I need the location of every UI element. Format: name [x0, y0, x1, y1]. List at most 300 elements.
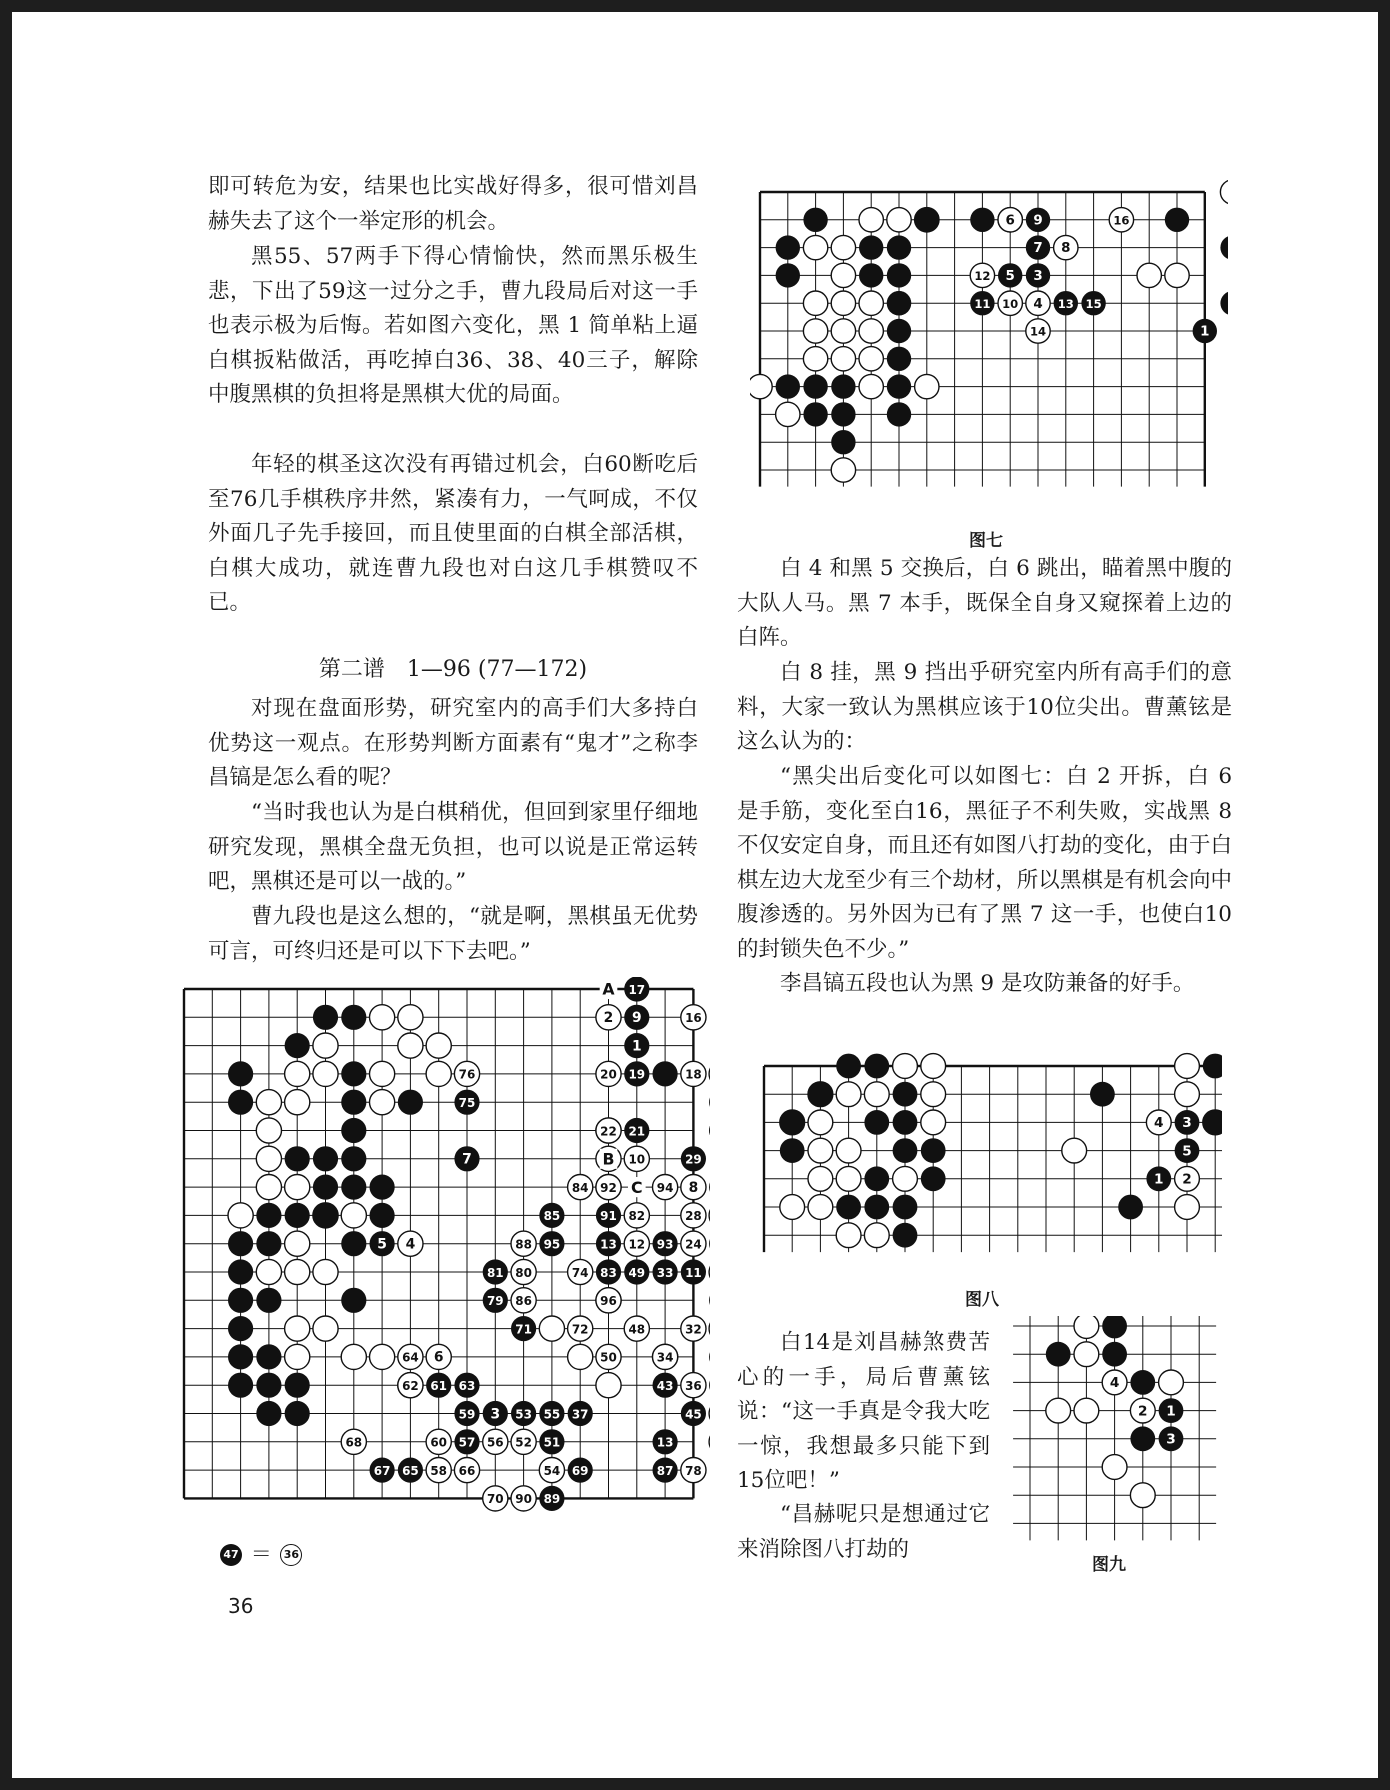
paragraph: 白 8 挂，黑 9 挡出乎研究室内所有高手们的意料，大家一致认为黑棋应该于10位尖出。曹薰铉是这么认为的： — [737, 660, 1232, 754]
move-number: 3 — [490, 1406, 501, 1423]
white-stone — [256, 1118, 281, 1143]
black-stone — [915, 208, 939, 232]
white-stone — [1074, 1316, 1099, 1338]
paragraph: 年轻的棋圣这次没有再错过机会，白60断吃后至76几手棋秩序井然，紧凑有力，一气呵成，不仅外面几子先手接回，而且使里面的白棋全部活棋，白棋大成功，就连曹九段也对白这几手棋赞叹不已。 — [208, 452, 698, 615]
paragraph: 即可转危为安，结果也比实战好得多，很可惜刘昌赫失去了这个一举定形的机会。 — [208, 174, 698, 234]
black-stone — [803, 374, 827, 398]
move-number: 76 — [458, 1067, 476, 1082]
black-stone — [1130, 1370, 1155, 1395]
white-stone — [776, 402, 800, 426]
black-stone — [370, 1203, 395, 1228]
black-stone — [859, 235, 883, 259]
move-number: 92 — [600, 1180, 617, 1195]
white-stone — [864, 1223, 889, 1248]
white-stone — [285, 1231, 310, 1256]
move-number: 96 — [600, 1294, 617, 1309]
move-number: 3 — [1033, 269, 1043, 285]
white-stone — [341, 1203, 366, 1228]
white-stone — [568, 1344, 593, 1369]
white-stone — [921, 1054, 946, 1079]
black-stone — [776, 374, 800, 398]
white-stone — [398, 1005, 423, 1030]
go-board-game-record — [170, 977, 710, 1542]
move-number: 2 — [1182, 1171, 1192, 1188]
move-number: 13 — [656, 1435, 674, 1450]
white-stone-label: 36 — [280, 1544, 302, 1566]
black-stone — [859, 263, 883, 287]
move-number: 66 — [458, 1463, 476, 1478]
white-stone — [285, 1316, 310, 1341]
board-letter: C — [631, 1177, 643, 1197]
white-stone — [859, 347, 883, 371]
move-number: 91 — [600, 1209, 617, 1224]
white-stone — [285, 1175, 310, 1200]
white-stone — [285, 1061, 310, 1086]
figure-caption-9: 图九 — [1092, 1555, 1126, 1575]
move-number: 10 — [1002, 296, 1019, 311]
move-number: 13 — [1057, 296, 1074, 311]
black-stone — [228, 1259, 253, 1284]
figure-caption-8: 图八 — [965, 1290, 999, 1310]
move-number: 67 — [373, 1463, 391, 1478]
black-stone — [803, 402, 827, 426]
move-number: 12 — [628, 1237, 646, 1252]
white-stone — [921, 1110, 946, 1135]
move-number: 32 — [685, 1322, 702, 1337]
black-stone — [256, 1401, 281, 1426]
move-number: 49 — [628, 1265, 646, 1280]
white-stone — [836, 1082, 861, 1107]
black-stone-label: 47 — [220, 1544, 242, 1566]
black-stone — [780, 1138, 805, 1163]
black-stone — [1165, 208, 1189, 232]
move-number: 72 — [571, 1322, 589, 1337]
white-stone — [285, 1259, 310, 1284]
white-stone — [398, 1033, 423, 1058]
move-number: 8 — [1061, 241, 1071, 257]
move-number: 24 — [685, 1237, 702, 1252]
black-stone — [887, 235, 911, 259]
move-number: 58 — [430, 1463, 448, 1478]
move-number: 52 — [515, 1435, 532, 1450]
move-number: 22 — [600, 1124, 617, 1139]
black-stone — [285, 1401, 310, 1426]
white-stone — [426, 1061, 451, 1086]
move-number: 4 — [1033, 296, 1043, 312]
black-stone — [370, 1175, 395, 1200]
white-stone — [370, 1061, 395, 1086]
white-stone-numbered — [709, 1203, 710, 1228]
move-number: 89 — [543, 1492, 561, 1507]
paragraph: 对现在盘面形势，研究室内的高手们大多持白优势这一观点。在形势判断方面素有“鬼才”之称李昌镐是怎么看的呢？ — [208, 696, 698, 790]
black-stone — [1220, 291, 1228, 315]
grid — [760, 192, 1205, 487]
move-number: 56 — [486, 1435, 504, 1450]
move-number: 4 — [405, 1236, 416, 1253]
white-stone — [1130, 1483, 1155, 1508]
black-stone — [228, 1090, 253, 1115]
move-number: 95 — [543, 1237, 561, 1252]
black-stone — [398, 1090, 423, 1115]
move-number: 17 — [628, 982, 646, 997]
white-stone — [370, 1090, 395, 1115]
black-stone — [653, 1061, 678, 1086]
white-stone — [1074, 1342, 1099, 1367]
black-stone — [313, 1146, 338, 1171]
black-stone — [970, 208, 994, 232]
black-stone — [341, 1146, 366, 1171]
white-stone — [313, 1061, 338, 1086]
page-number: 36 — [228, 1594, 254, 1618]
paragraph: 曹九段也是这么想的，“就是啊，黑棋虽无优势可言，可终归还是可以下下去吧。” — [208, 904, 698, 964]
white-stone — [831, 347, 855, 371]
black-stone — [1102, 1342, 1127, 1367]
white-stone — [831, 319, 855, 343]
move-number: 60 — [430, 1435, 448, 1450]
move-number: 93 — [656, 1237, 674, 1252]
black-stone — [836, 1195, 861, 1220]
black-stone — [831, 402, 855, 426]
move-number: 85 — [543, 1209, 561, 1224]
white-stone-numbered — [709, 1429, 710, 1454]
white-stone — [893, 1166, 918, 1191]
move-number: 16 — [1113, 213, 1130, 228]
black-stone — [228, 1344, 253, 1369]
white-stone — [313, 1259, 338, 1284]
move-number: 6 — [1005, 213, 1015, 229]
white-stone — [1165, 263, 1189, 287]
black-stone — [808, 1082, 833, 1107]
move-number: 14 — [1029, 324, 1047, 339]
white-stone — [341, 1344, 366, 1369]
move-number: 94 — [656, 1180, 674, 1195]
paragraph: “当时我也认为是白棋稍优，但回到家里仔细地研究发现，黑棋全盘无负担，也可以说是正常运转吧，黑棋还是可以一战的。” — [208, 800, 698, 894]
move-number: 4 — [1154, 1115, 1164, 1132]
black-stone-numbered — [709, 1373, 710, 1398]
move-number: 1 — [631, 1038, 642, 1055]
go-board-figure-7 — [750, 180, 1228, 505]
black-stone — [256, 1344, 281, 1369]
black-stone — [341, 1061, 366, 1086]
black-stone — [893, 1138, 918, 1163]
black-stone — [887, 374, 911, 398]
black-stone — [256, 1373, 281, 1398]
white-stone — [915, 374, 939, 398]
black-stone — [285, 1033, 310, 1058]
move-number: 7 — [462, 1151, 472, 1168]
move-number: 5 — [1182, 1143, 1192, 1160]
black-stone — [256, 1231, 281, 1256]
black-stone — [256, 1203, 281, 1228]
move-number: 5 — [377, 1236, 387, 1253]
black-stone — [887, 291, 911, 315]
white-stone — [780, 1195, 805, 1220]
move-number: 8 — [688, 1179, 699, 1196]
black-stone — [313, 1175, 338, 1200]
black-stone — [341, 1090, 366, 1115]
move-number: 7 — [1033, 241, 1043, 257]
move-number: 63 — [458, 1378, 476, 1393]
paragraph: 白 4 和黑 5 交换后，白 6 跳出，瞄着黑中腹的大队人马。黑 7 本手，既保全自身又窥探着上边的白阵。 — [737, 556, 1232, 650]
black-stone — [831, 430, 855, 454]
go-board-figure-8 — [752, 1052, 1222, 1277]
white-stone — [1062, 1138, 1087, 1163]
black-stone-numbered — [709, 1288, 710, 1313]
white-stone — [836, 1166, 861, 1191]
white-stone — [285, 1090, 310, 1115]
move-number: 13 — [600, 1237, 617, 1252]
white-stone — [426, 1033, 451, 1058]
move-number: 3 — [1166, 1431, 1176, 1448]
black-stone — [313, 1005, 338, 1030]
black-stone — [893, 1223, 918, 1248]
white-stone — [228, 1203, 253, 1228]
black-stone — [1220, 235, 1228, 259]
black-stone — [864, 1054, 889, 1079]
black-stone — [228, 1061, 253, 1086]
black-stone — [341, 1005, 366, 1030]
move-number: 50 — [600, 1350, 617, 1365]
white-stone — [859, 319, 883, 343]
white-stone — [836, 1223, 861, 1248]
move-number: 65 — [402, 1463, 419, 1478]
move-number: 84 — [571, 1180, 589, 1195]
move-number: 11 — [974, 296, 991, 311]
black-stone — [228, 1231, 253, 1256]
move-number: 82 — [628, 1209, 646, 1224]
black-stone — [285, 1146, 310, 1171]
move-number: 87 — [656, 1463, 674, 1478]
white-stone — [370, 1005, 395, 1030]
move-number: 45 — [685, 1407, 702, 1422]
black-stone — [1102, 1316, 1127, 1338]
black-stone-numbered — [709, 1175, 710, 1200]
move-number: 9 — [631, 1010, 642, 1027]
move-number: 88 — [515, 1237, 532, 1252]
black-stone — [864, 1166, 889, 1191]
black-stone — [228, 1316, 253, 1341]
black-stone — [780, 1110, 805, 1135]
black-stone — [893, 1195, 918, 1220]
white-stone — [831, 235, 855, 259]
white-stone — [836, 1138, 861, 1163]
white-stone-numbered — [709, 1061, 710, 1086]
black-stone — [313, 1203, 338, 1228]
move-number: 48 — [628, 1322, 646, 1337]
white-stone — [1175, 1054, 1200, 1079]
move-number: 16 — [685, 1011, 702, 1026]
white-stone — [831, 263, 855, 287]
black-stone — [921, 1138, 946, 1163]
move-number: 75 — [458, 1095, 476, 1110]
black-stone — [341, 1175, 366, 1200]
move-number: 34 — [656, 1350, 674, 1365]
move-number: 1 — [1166, 1403, 1176, 1420]
section-heading: 第二谱 1—96 (77—172) — [318, 657, 588, 682]
white-stone — [831, 291, 855, 315]
black-stone — [1090, 1082, 1115, 1107]
black-stone — [776, 235, 800, 259]
move-number: 3 — [1182, 1115, 1192, 1132]
white-stone — [1046, 1398, 1071, 1423]
black-stone — [341, 1231, 366, 1256]
move-number: 59 — [458, 1407, 476, 1422]
paragraph: “昌赫呢只是想通过它来消除图八打劫的 — [737, 1502, 990, 1562]
move-number: 43 — [656, 1378, 674, 1393]
move-number: 28 — [685, 1209, 702, 1224]
move-number: 2 — [1138, 1403, 1148, 1420]
black-stone — [864, 1110, 889, 1135]
board-letter: A — [602, 979, 615, 999]
move-number: 69 — [571, 1463, 589, 1478]
white-stone-numbered — [709, 1401, 710, 1426]
white-stone — [803, 347, 827, 371]
move-number: 51 — [543, 1435, 561, 1450]
white-stone — [256, 1259, 281, 1284]
white-stone — [1175, 1195, 1200, 1220]
move-number: 53 — [515, 1407, 532, 1422]
white-stone — [1159, 1370, 1184, 1395]
move-number: 1 — [1154, 1171, 1164, 1188]
white-stone — [1137, 263, 1161, 287]
move-number: 36 — [685, 1378, 702, 1393]
black-stone — [893, 1082, 918, 1107]
move-number: 90 — [515, 1492, 532, 1507]
black-stone-numbered — [709, 1231, 710, 1256]
paragraph: 李昌镐五段也认为黑 9 是攻防兼备的好手。 — [780, 971, 1195, 996]
black-stone — [887, 402, 911, 426]
move-number: 64 — [402, 1350, 419, 1365]
white-stone — [313, 1316, 338, 1341]
white-stone-numbered — [709, 1316, 710, 1341]
black-stone — [228, 1288, 253, 1313]
black-stone — [1203, 1054, 1222, 1079]
move-number: 1 — [1200, 324, 1210, 340]
white-stone — [256, 1090, 281, 1115]
black-stone — [893, 1110, 918, 1135]
move-number: 5 — [1005, 269, 1015, 285]
paragraph: 白14是刘昌赫煞费苦心的一手，局后曹薰铉说：“这一手真是令我大吃一惊，我想最多只能下到15位吧！” — [737, 1330, 990, 1493]
black-stone — [285, 1373, 310, 1398]
equals-sign: ＝ — [250, 1542, 272, 1566]
move-number: 74 — [571, 1265, 589, 1280]
black-stone — [887, 347, 911, 371]
black-stone-numbered — [709, 1090, 710, 1115]
move-number: 29 — [685, 1152, 702, 1167]
go-board-figure-9 — [1012, 1316, 1227, 1561]
white-stone — [808, 1166, 833, 1191]
white-stone — [1074, 1398, 1099, 1423]
white-stone — [256, 1146, 281, 1171]
move-number: 61 — [430, 1378, 448, 1393]
move-number: 78 — [685, 1463, 702, 1478]
paragraph: 黑55、57两手下得心情愉快，然而黑乐极生悲，下出了59这一过分之手，曹九段局后对这一手也表示极为后悔。若如图六变化，黑 1 简单粘上逼白棋扳粘做活，再吃掉白36、38、40三子，解除中腹黑棋的负担将是黑棋大优的局面。 — [208, 244, 698, 407]
move-number: 81 — [486, 1265, 504, 1280]
white-stone — [864, 1082, 889, 1107]
paragraph: “黑尖出后变化可以如图七：白 2 开拆，白 6 是手筋，变化至白16，黑征子不利失败，实战黑 8 不仅安定自身，而且还有如图八打劫的变化，由于白棋左边大龙至少有三个劫材，所以黑棋是有机会向中腹渗透的。另外因为已有了黑 7 这一手，也使白10的封锁失色不少。” — [737, 764, 1232, 962]
move-number: 11 — [685, 1265, 702, 1280]
diagram-note — [220, 1538, 302, 1568]
move-number: 55 — [543, 1407, 561, 1422]
black-stone — [921, 1166, 946, 1191]
book-page — [12, 12, 1378, 1778]
black-stone — [776, 263, 800, 287]
white-stone — [1220, 180, 1228, 204]
move-number: 80 — [515, 1265, 532, 1280]
black-stone — [341, 1288, 366, 1313]
white-stone — [803, 319, 827, 343]
move-number: 2 — [603, 1010, 614, 1027]
black-stone — [341, 1118, 366, 1143]
white-stone — [831, 458, 855, 482]
white-stone-numbered — [709, 1259, 710, 1284]
white-stone — [750, 374, 772, 398]
move-number: 12 — [974, 269, 991, 284]
white-stone — [859, 208, 883, 232]
move-number: 9 — [1033, 213, 1043, 229]
black-stone — [1130, 1426, 1155, 1451]
move-number: 33 — [656, 1265, 674, 1280]
white-stone — [808, 1195, 833, 1220]
move-number: 68 — [345, 1435, 363, 1450]
move-number: 19 — [628, 1067, 646, 1082]
move-number: 20 — [600, 1067, 617, 1082]
move-number: 62 — [402, 1378, 419, 1393]
black-stone — [831, 374, 855, 398]
black-stone — [887, 263, 911, 287]
white-stone — [887, 208, 911, 232]
move-number: 57 — [458, 1435, 476, 1450]
black-stone-numbered — [709, 1118, 710, 1143]
black-stone — [803, 208, 827, 232]
move-number: 37 — [571, 1407, 589, 1422]
black-stone — [1118, 1195, 1143, 1220]
white-stone — [808, 1138, 833, 1163]
white-stone — [1175, 1082, 1200, 1107]
white-stone — [859, 291, 883, 315]
move-number: 83 — [600, 1265, 617, 1280]
white-stone — [596, 1373, 621, 1398]
move-number: 86 — [515, 1294, 532, 1309]
black-stone-numbered — [709, 1344, 710, 1369]
white-stone — [1102, 1455, 1127, 1480]
move-number: 70 — [486, 1492, 504, 1507]
move-number: 54 — [543, 1463, 561, 1478]
board-letter: B — [602, 1149, 615, 1169]
move-number: 4 — [1109, 1375, 1120, 1392]
move-number: 18 — [685, 1067, 702, 1082]
move-number: 6 — [433, 1349, 444, 1366]
move-number: 15 — [1085, 296, 1102, 311]
black-stone — [285, 1203, 310, 1228]
white-stone — [859, 374, 883, 398]
move-number: 79 — [486, 1294, 504, 1309]
white-stone — [285, 1344, 310, 1369]
move-number: 21 — [628, 1124, 646, 1139]
black-stone — [836, 1054, 861, 1079]
black-stone — [256, 1288, 281, 1313]
white-stone — [256, 1175, 281, 1200]
move-number: 71 — [515, 1322, 532, 1337]
white-stone — [803, 235, 827, 259]
white-stone — [808, 1110, 833, 1135]
white-stone — [539, 1316, 564, 1341]
black-stone — [864, 1195, 889, 1220]
black-stone — [887, 319, 911, 343]
figure-caption-7: 图七 — [969, 531, 1003, 551]
black-stone — [1046, 1342, 1071, 1367]
white-stone — [921, 1082, 946, 1107]
